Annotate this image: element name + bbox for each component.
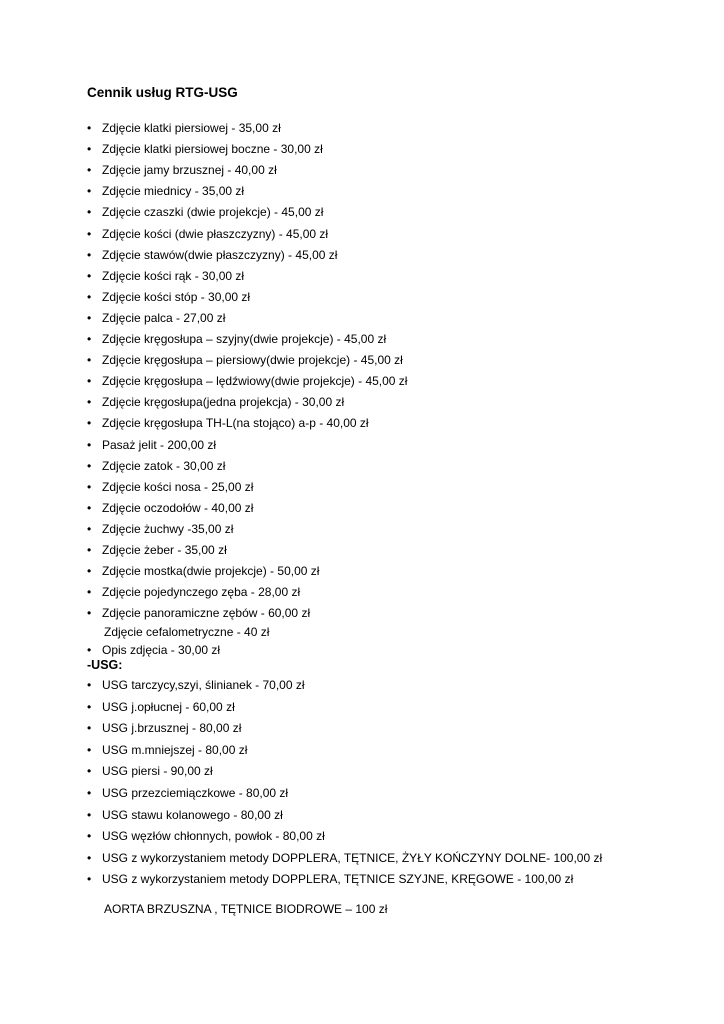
bullet-icon: •	[87, 226, 92, 241]
list-item-text: USG m.mniejszej - 80,00 zł	[102, 742, 248, 757]
list-item-text: Zdjęcie kręgosłupa(jedna projekcja) - 30,00 zł	[102, 395, 345, 410]
bullet-icon: •	[87, 205, 92, 220]
list-item-text: Zdjęcie kości rąk - 30,00 zł	[102, 268, 245, 283]
bullet-icon: •	[87, 699, 92, 714]
list-item-text: Pasaż jelit - 200,00 zł	[102, 437, 217, 452]
aorta-line: AORTA BRZUSZNA , TĘTNICE BIODROWE – 100 zł	[104, 902, 388, 916]
bullet-icon: •	[87, 742, 92, 757]
list-item-text: USG z wykorzystaniem metody DOPPLERA, TĘTNICE, ŻYŁY KOŃCZYNY DOLNE- 100,00 zł	[102, 850, 603, 865]
bullet-icon: •	[87, 437, 92, 452]
bullet-icon: •	[87, 764, 92, 779]
list-item-text: USG z wykorzystaniem metody DOPPLERA, TĘTNICE SZYJNE, KRĘGOWE - 100,00 zł	[102, 872, 574, 887]
list-item-text: Zdjęcie jamy brzusznej - 40,00 zł	[102, 163, 277, 178]
bullet-icon: •	[87, 606, 92, 621]
bullet-icon: •	[87, 395, 92, 410]
list-item-text: Zdjęcie oczodołów - 40,00 zł	[102, 500, 254, 515]
list-item-text: Zdjęcie palca - 27,00 zł	[102, 310, 226, 325]
opis-text: Opis zdjęcia - 30,00 zł	[102, 643, 221, 657]
list-item-text: Zdjęcie stawów(dwie płaszczyzny) - 45,00 zł	[102, 247, 338, 262]
list-item-text: Zdjęcie pojedynczego zęba - 28,00 zł	[102, 585, 301, 600]
usg-heading: -USG:	[87, 658, 123, 672]
list-item-text: Zdjęcie kręgosłupa TH-L(na stojąco) a-p - 40,00 zł	[102, 416, 369, 431]
list-item-text: Zdjęcie kręgosłupa – piersiowy(dwie projekcje) - 45,00 zł	[102, 353, 403, 368]
bullet-icon: •	[87, 643, 92, 657]
bullet-icon: •	[87, 829, 92, 844]
bullet-icon: •	[87, 500, 92, 515]
list-item-text: Zdjęcie żeber - 35,00 zł	[102, 543, 227, 557]
list-item-text: Zdjęcie czaszki (dwie projekcje) - 45,00 zł	[102, 205, 324, 220]
bullet-icon: •	[87, 721, 92, 736]
bullet-icon: •	[87, 163, 92, 178]
list-item-text: Zdjęcie klatki piersiowej boczne - 30,00 zł	[102, 142, 323, 157]
bullet-icon: •	[87, 479, 92, 494]
list-item-text: Zdjęcie mostka(dwie projekcje) - 50,00 zł	[102, 564, 320, 579]
bullet-icon: •	[87, 458, 92, 473]
bullet-icon: •	[87, 142, 92, 157]
list-item-text: Zdjęcie żuchwy -35,00 zł	[102, 521, 234, 536]
list-item-text: USG tarczycy,szyi, ślinianek - 70,00 zł	[102, 678, 305, 692]
bullet-icon: •	[87, 247, 92, 262]
list-item-text: USG stawu kolanowego - 80,00 zł	[102, 807, 283, 822]
bullet-icon: •	[87, 310, 92, 325]
list-item-text: USG j.opłucnej - 60,00 zł	[102, 699, 235, 714]
bullet-icon: •	[87, 416, 92, 431]
list-item-text: Zdjęcie miednicy - 35,00 zł	[102, 184, 245, 199]
list-item-text: Zdjęcie kości (dwie płaszczyzny) - 45,00 zł	[102, 226, 329, 241]
page-title: Cennik usług RTG-USG	[87, 85, 238, 100]
bullet-icon: •	[87, 374, 92, 389]
bullet-icon: •	[87, 332, 92, 346]
bullet-icon: •	[87, 184, 92, 199]
bullet-icon: •	[87, 521, 92, 536]
list-item-text: Zdjęcie zatok - 30,00 zł	[102, 458, 226, 473]
bullet-icon: •	[87, 786, 92, 800]
list-item-text: Zdjęcie klatki piersiowej - 35,00 zł	[102, 121, 281, 135]
bullet-icon: •	[87, 289, 92, 304]
bullet-icon: •	[87, 872, 92, 887]
list-item-text: USG przezciemiączkowe - 80,00 zł	[102, 786, 289, 800]
list-item-text: Zdjęcie kręgosłupa – lędźwiowy(dwie projekcje) - 45,00 zł	[102, 374, 408, 389]
bullet-icon: •	[87, 121, 92, 135]
bullet-icon: •	[87, 850, 92, 865]
list-item-text: Zdjęcie kręgosłupa – szyjny(dwie projekcje) - 45,00 zł	[102, 332, 387, 346]
list-item-text: Zdjęcie kości stóp - 30,00 zł	[102, 289, 251, 304]
list-item-text: USG piersi - 90,00 zł	[102, 764, 213, 779]
bullet-icon: •	[87, 268, 92, 283]
list-item-text: USG j.brzusznej - 80,00 zł	[102, 721, 242, 736]
bullet-icon: •	[87, 353, 92, 368]
bullet-icon: •	[87, 807, 92, 822]
list-item-text: USG węzłów chłonnych, powłok - 80,00 zł	[102, 829, 325, 844]
bullet-icon: •	[87, 585, 92, 600]
list-item-text: Zdjęcie kości nosa - 25,00 zł	[102, 479, 254, 494]
cefalo-line: Zdjęcie cefalometryczne - 40 zł	[104, 625, 270, 639]
bullet-icon: •	[87, 564, 92, 579]
bullet-icon: •	[87, 678, 92, 692]
bullet-icon: •	[87, 543, 92, 557]
list-item-text: Zdjęcie panoramiczne zębów - 60,00 zł	[102, 606, 311, 621]
